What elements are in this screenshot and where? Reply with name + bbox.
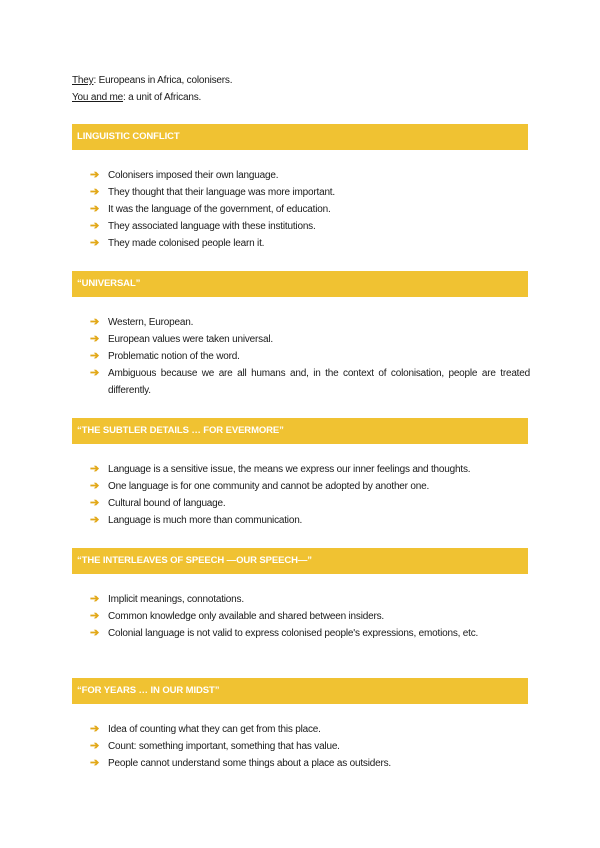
arrow-bullet-icon: ➔ <box>90 186 100 198</box>
definition-you-and-me-text: : a unit of Africans. <box>123 92 202 103</box>
list-item: ➔ Problematic notion of the word. <box>90 348 530 365</box>
list-item: ➔ Colonisers imposed their own language. <box>90 167 530 184</box>
arrow-bullet-icon: ➔ <box>90 610 100 622</box>
list-item: ➔ Colonial language is not valid to express colonised people's expressions, emotions, etc. <box>90 625 530 642</box>
definition-you-and-me <box>72 89 232 106</box>
list-item: ➔ Language is a sensitive issue, the means we express our inner feelings and thoughts. <box>90 461 530 478</box>
intro-definitions <box>72 72 232 106</box>
list-item: ➔ Implicit meanings, connotations. <box>90 591 530 608</box>
section-universal <box>72 271 530 396</box>
bullet-list <box>90 591 530 642</box>
list-item: ➔ Ambiguous because we are all humans and, in the context of colonisation, people are treated differently. <box>90 367 530 396</box>
list-item: ➔ They associated language with these institutions. <box>90 218 530 235</box>
arrow-bullet-icon: ➔ <box>90 627 100 639</box>
arrow-bullet-icon: ➔ <box>90 316 100 328</box>
arrow-bullet-icon: ➔ <box>90 480 100 492</box>
list-item: ➔ Common knowledge only available and shared between insiders. <box>90 608 530 625</box>
arrow-bullet-icon: ➔ <box>90 593 100 605</box>
arrow-bullet-icon: ➔ <box>90 333 100 345</box>
arrow-bullet-icon: ➔ <box>90 463 100 475</box>
bullet-list <box>90 167 530 252</box>
arrow-bullet-icon: ➔ <box>90 350 100 362</box>
arrow-bullet-icon: ➔ <box>90 723 100 735</box>
list-item: ➔ Language is much more than communication. <box>90 512 530 529</box>
bullet-list <box>90 314 530 399</box>
list-item: ➔ One language is for one community and cannot be adopted by another one. <box>90 478 530 495</box>
arrow-bullet-icon: ➔ <box>90 514 100 526</box>
section-interleaves-of-speech <box>72 548 528 639</box>
arrow-bullet-icon: ➔ <box>90 237 100 249</box>
arrow-bullet-icon: ➔ <box>90 203 100 215</box>
list-item: ➔ People cannot understand some things about a place as outsiders. <box>90 755 530 772</box>
list-item: ➔ Western, European. <box>90 314 530 331</box>
arrow-bullet-icon: ➔ <box>90 740 100 752</box>
bullet-list <box>90 721 530 772</box>
section-linguistic-conflict <box>72 124 528 249</box>
list-item: ➔ They thought that their language was more important. <box>90 184 530 201</box>
definition-they-text: : Europeans in Africa, colonisers. <box>93 75 233 86</box>
definition-they <box>72 72 232 89</box>
arrow-bullet-icon: ➔ <box>90 220 100 232</box>
section-subtler-details <box>72 418 528 526</box>
arrow-bullet-icon: ➔ <box>90 757 100 769</box>
section-heading: “THE INTERLEAVES OF SPEECH —OUR SPEECH—” <box>72 548 528 574</box>
bullet-list <box>90 461 530 529</box>
arrow-bullet-icon: ➔ <box>90 169 100 181</box>
list-item: ➔ European values were taken universal. <box>90 331 530 348</box>
list-item: ➔ They made colonised people learn it. <box>90 235 530 252</box>
section-for-years <box>72 678 528 769</box>
list-item: ➔ It was the language of the government, of education. <box>90 201 530 218</box>
list-item: ➔ Count: something important, something that has value. <box>90 738 530 755</box>
list-item: ➔ Idea of counting what they can get from this place. <box>90 721 530 738</box>
list-item: ➔ Cultural bound of language. <box>90 495 530 512</box>
section-heading: LINGUISTIC CONFLICT <box>72 124 528 150</box>
section-heading: “UNIVERSAL” <box>72 271 528 297</box>
section-heading: “THE SUBTLER DETAILS … FOR EVERMORE” <box>72 418 528 444</box>
section-heading: “FOR YEARS … IN OUR MIDST” <box>72 678 528 704</box>
term-you-and-me: You and me <box>72 92 124 103</box>
term-they: They <box>72 75 94 86</box>
arrow-bullet-icon: ➔ <box>90 367 100 379</box>
arrow-bullet-icon: ➔ <box>90 497 100 509</box>
